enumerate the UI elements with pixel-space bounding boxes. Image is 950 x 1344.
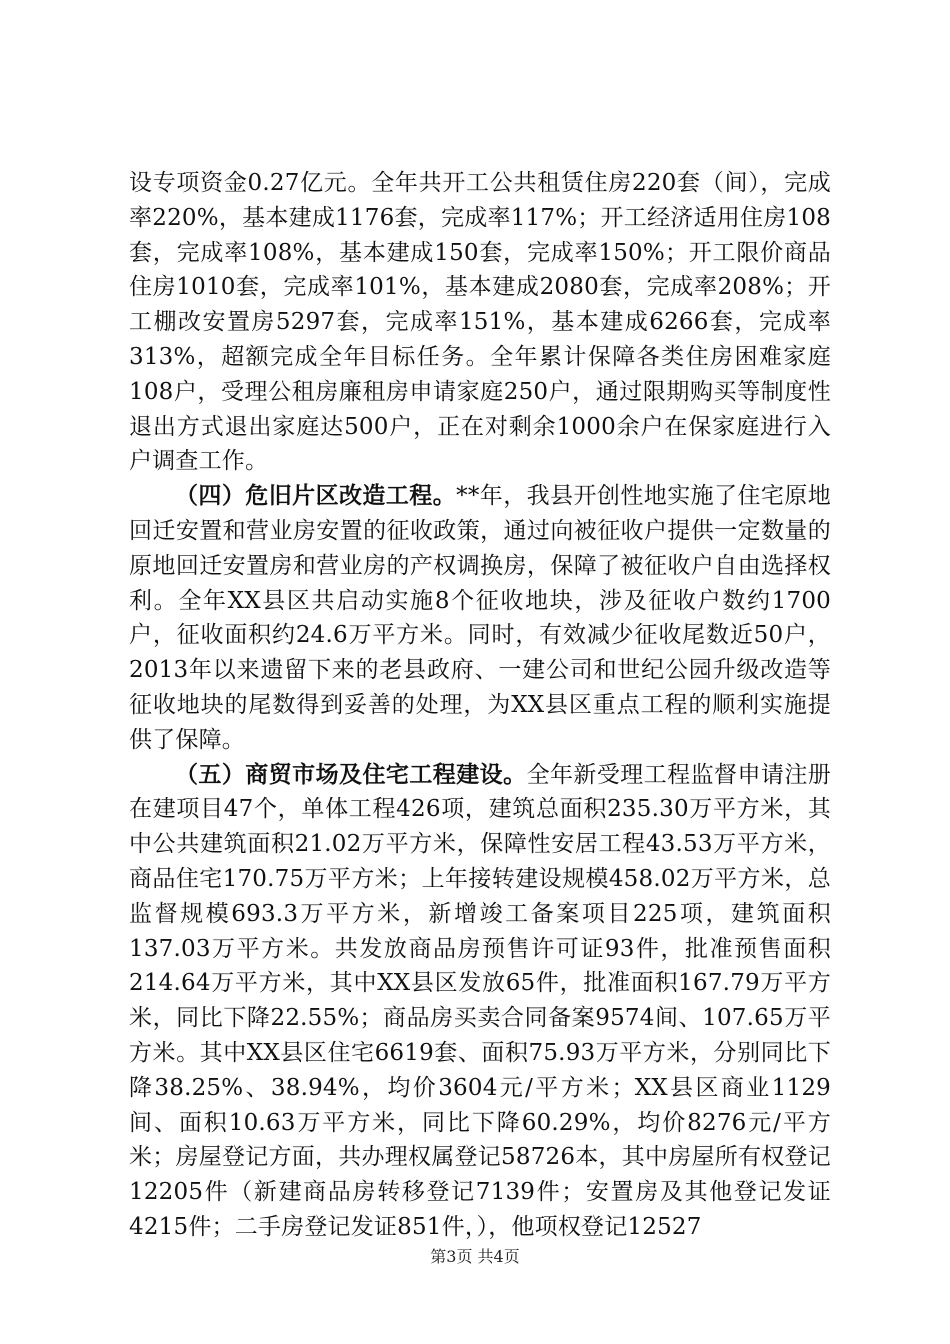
paragraph-funding	[129, 166, 831, 479]
paragraph-construction	[129, 758, 831, 1245]
section-heading: （四）危旧片区改造工程。	[175, 482, 457, 510]
paragraph-text: 设专项资金0.27亿元。全年共开工公共租赁住房220套（间），完成率220%，基本建成1176套，完成率117%；开工经济适用住房108套，完成率108%，基本建成150套，完成率150%；开工限价商品住房1010套，完成率101%，基本建成2080套，完成率208%；开工棚改安置房5297套，完成率151%，基本建成6266套，完成率313%，超额完成全年目标任务。全年累计保障各类住房困难家庭108户，受理公租房廉租房申请家庭250户，通过限期购买等制度性退出方式退出家庭达500户，正在对剩余1000余户在保家庭进行入户调查工作。	[129, 170, 831, 475]
page-footer: 第3页 共4页	[430, 1247, 520, 1266]
document-body	[129, 166, 831, 1245]
paragraph-renovation	[129, 479, 831, 757]
paragraph-text: **年，我县开创性地实施了住宅原地回迁安置和营业房安置的征收政策，通过向被征收户提供一定数量的原地回迁安置房和营业房的产权调换房，保障了被征收户自由选择权利。全年XX县区共启动实施8个征收地块，涉及征收户数约1700户，征收面积约24.6万平方米。同时，有效减少征收尾数近50户，2013年以来遗留下来的老县政府、一建公司和世纪公园升级改造等征收地块的尾数得到妥善的处理，为XX县区重点工程的顺利实施提供了保障。	[129, 483, 831, 753]
section-heading: （五）商贸市场及住宅工程建设。	[175, 760, 527, 788]
paragraph-text: 全年新受理工程监督申请注册在建项目47个，单体工程426项，建筑总面积235.30万平方米，其中公共建筑面积21.02万平方米，保障性安居工程43.53万平方米，商品住宅170.75万平方米；上年接转建设规模458.02万平方米，总监督规模693.3万平方米，新增竣工备案项目225项，建筑面积137.03万平方米。共发放商品房预售许可证93件，批准预售面积214.64万平方米，其中XX县区发放65件，批准面积167.79万平方米，同比下降22.55%；商品房买卖合同备案9574间、107.65万平方米。其中XX县区住宅6619套、面积75.93万平方米，分别同比下降38.25%、38.94%，均价3604元/平方米；XX县区商业1129间、面积10.63万平方米，同比下降60.29%，均价8276元/平方米；房屋登记方面，共办理权属登记58726本，其中房屋所有权登记12205件（新建商品房转移登记7139件；安置房及其他登记发证4215件；二手房登记发证851件，），他项权登记12527	[129, 761, 832, 1240]
